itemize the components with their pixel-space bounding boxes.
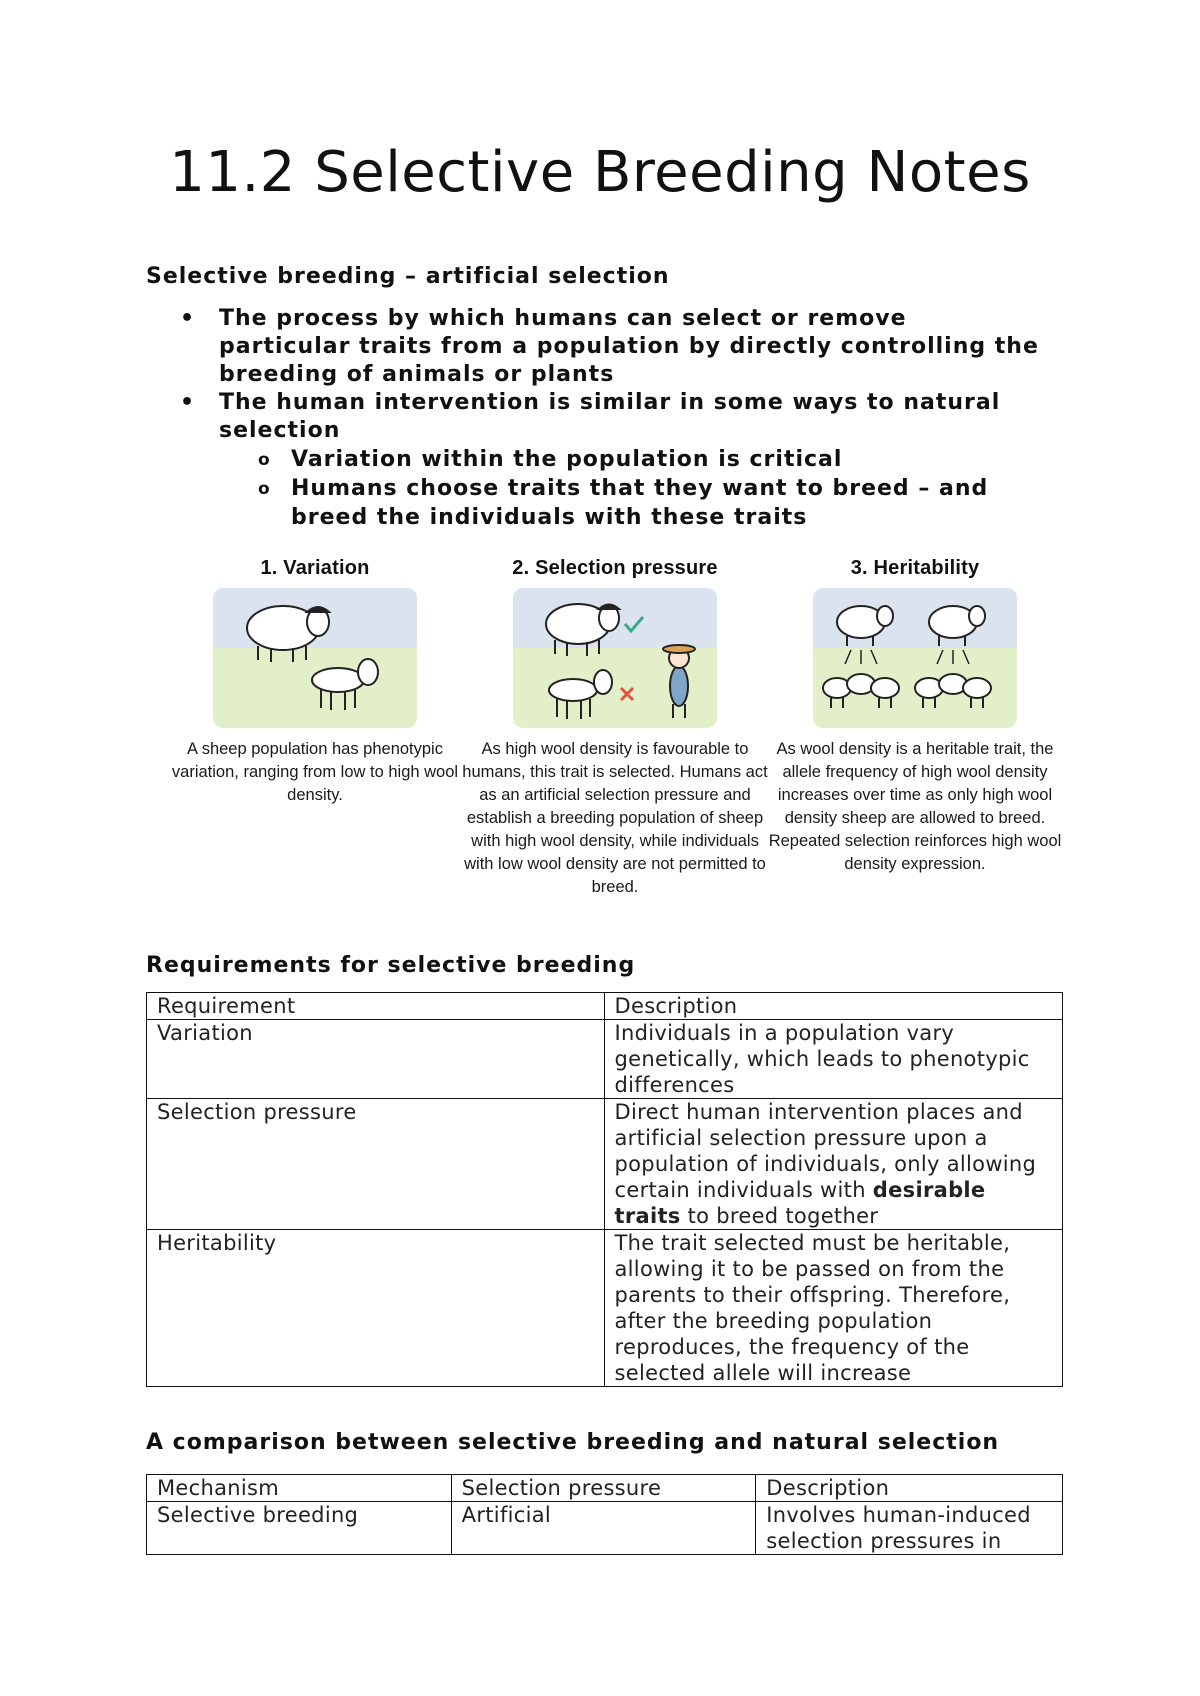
selection-pressure-illustration [513,588,717,728]
table-row [147,1099,1063,1230]
panel-caption: A sheep population has phenotypic variation, ranging from low to high wool density. [171,740,459,804]
sub-bullet-item [218,474,1046,532]
page-title: 11.2 Selective Breeding Notes [169,140,1031,205]
panel-caption: As high wool density is favourable to humans, this trait is selected. Humans act as an artificial selection pressure and establish a breeding population of sheep with high wool density, while individuals with low wool density are not permitted to breed. [462,740,768,896]
comparison-table [146,1474,1063,1555]
bullet-list [146,305,1046,532]
table-header-row [147,1475,1063,1502]
sub-bullet-item [218,445,1046,474]
description-cell: Individuals in a population vary genetically, which leads to phenotypic differences [604,1020,1063,1099]
variation-illustration [213,588,417,728]
panel-title: 2. Selection pressure [512,557,718,579]
selective-breeding-diagram [160,548,1060,908]
description-text: Direct human intervention places and artificial selection pressure upon a population of individuals, only allowing certain individuals with [614,1100,1037,1202]
requirement-cell: Heritability [147,1230,605,1387]
diagram-panel-variation [160,548,470,807]
sub-bullet-list [219,445,1046,532]
diagram-panel-heritability [760,548,1070,876]
requirements-table [146,992,1063,1387]
header-cell: Mechanism [147,1475,452,1502]
panel-title: 1. Variation [260,557,370,579]
diagram-panel-selection-pressure [460,548,770,899]
table-row [147,1020,1063,1099]
bullet-text: The human intervention is similar in some ways to natural selection [219,390,1001,443]
panel-title: 3. Heritability [850,557,980,579]
section-heading-requirements: Requirements for selective breeding [146,953,636,978]
description-emphasis: desirable traits [614,1178,986,1228]
pressure-cell: Artificial [451,1502,756,1555]
header-cell: Description [756,1475,1063,1502]
bullet-item [146,305,1046,389]
table-header-row [147,993,1063,1020]
header-cell: Requirement [147,993,605,1020]
heritability-illustration [813,588,1017,728]
bullet-item [146,389,1046,532]
description-cell: The trait selected must be heritable, allowing it to be passed on from the parents to their offspring. Therefore, after the breeding population reproduces, the frequency of the selected allele will increase [604,1230,1063,1387]
section-heading-comparison: A comparison between selective breeding and natural selection [146,1430,1000,1455]
requirement-cell: Selection pressure [147,1099,605,1230]
sub-bullet-text: Variation within the population is critical [291,447,843,472]
section-heading-artificial-selection: Selective breeding – artificial selection [146,264,670,289]
mechanism-cell: Selective breeding [147,1502,452,1555]
sub-bullet-text: Humans choose traits that they want to breed – and breed the individuals with these traits [291,476,989,530]
header-cell: Selection pressure [451,1475,756,1502]
requirement-cell: Variation [147,1020,605,1099]
table-row [147,1502,1063,1555]
bullet-text: The process by which humans can select or remove particular traits from a population by directly controlling the breeding of animals or plants [219,306,1039,387]
description-cell [604,1099,1063,1230]
description-cell: Involves human-induced selection pressures in [756,1502,1063,1555]
header-cell: Description [604,993,1063,1020]
description-text: to breed together [680,1204,879,1228]
table-row [147,1230,1063,1387]
panel-caption: As wool density is a heritable trait, the allele frequency of high wool density increases over time as only high wool density sheep are allowed to breed. Repeated selection reinforces high wool density expression. [768,740,1062,873]
